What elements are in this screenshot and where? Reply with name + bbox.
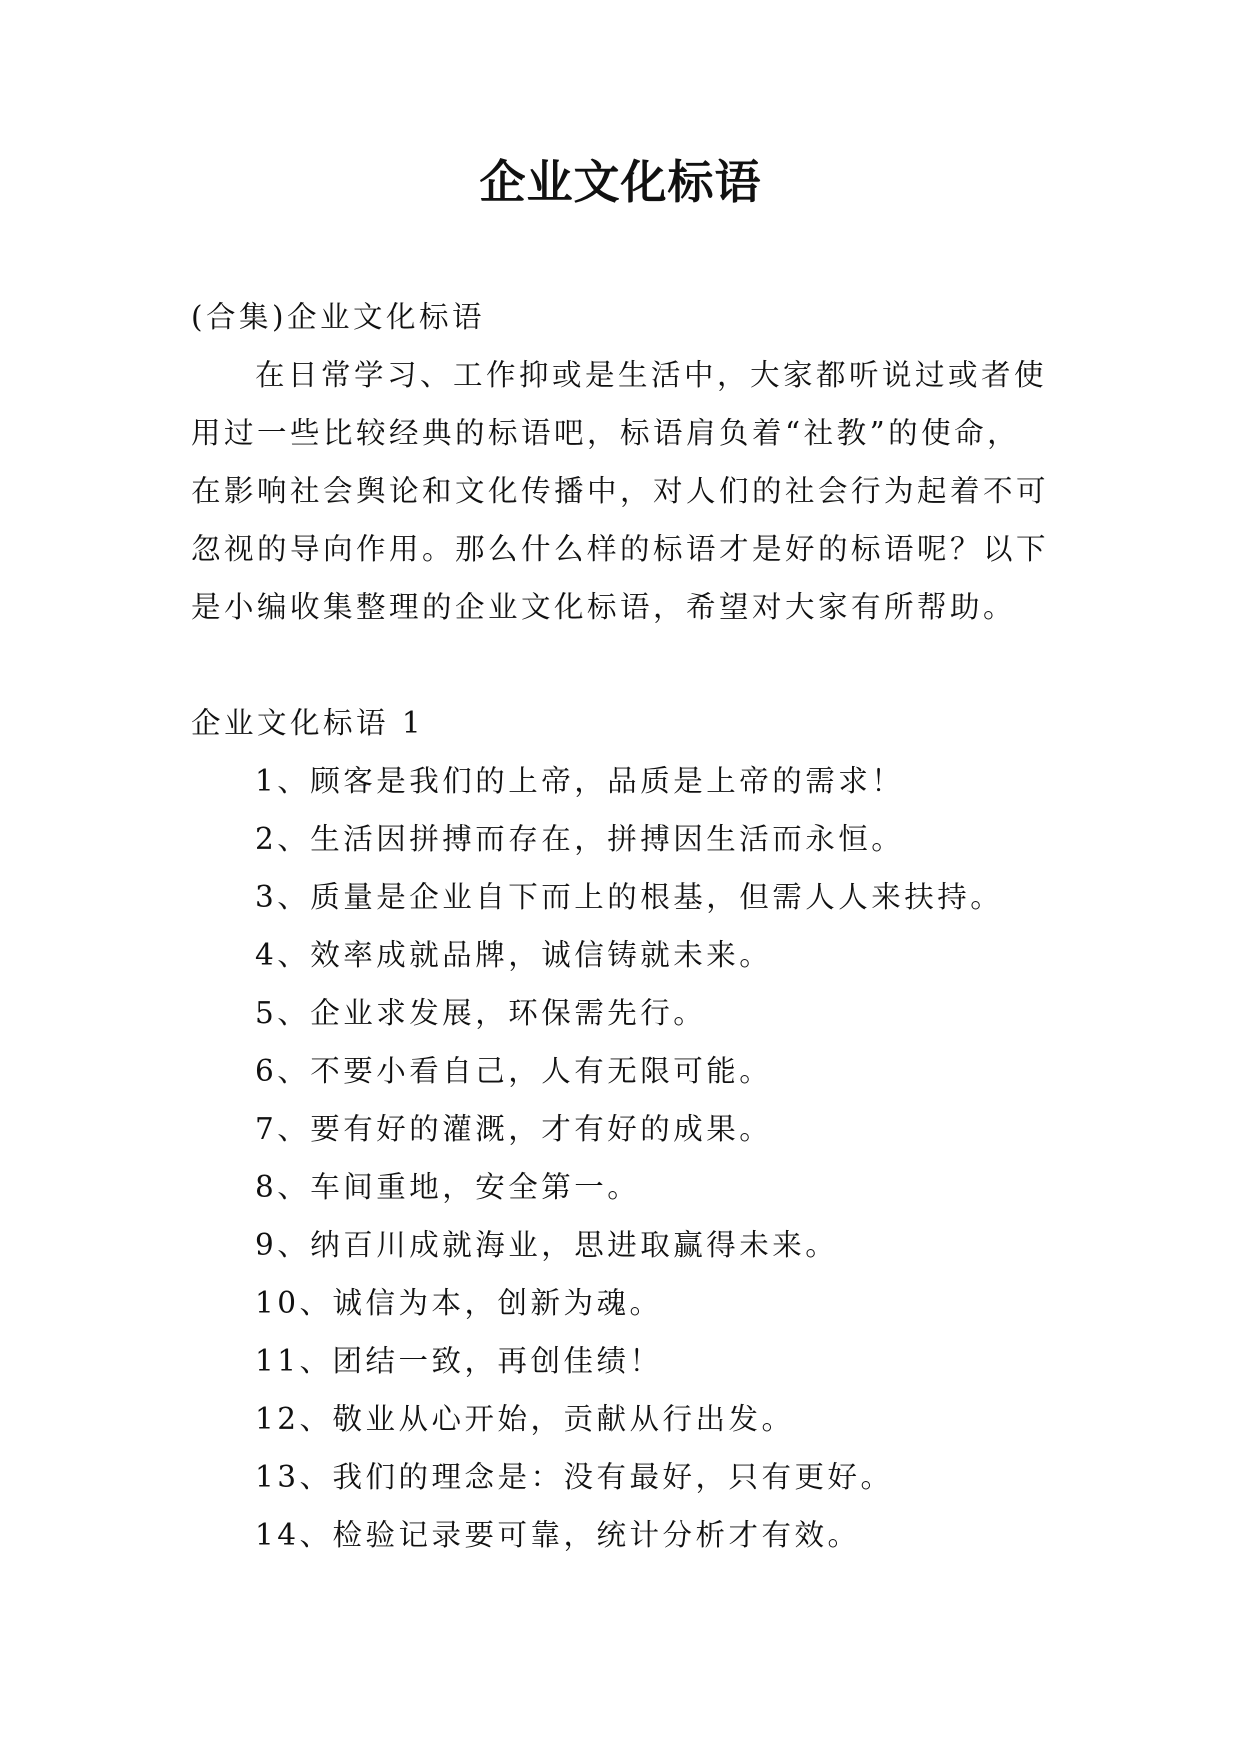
- document-body: [191, 288, 1071, 1564]
- document-title: 企业文化标语: [479, 155, 762, 209]
- slogan-item: 5、企业求发展，环保需先行。: [255, 996, 707, 1030]
- section-heading: 企业文化标语 1: [191, 706, 425, 740]
- intro-paragraph-line: 是小编收集整理的企业文化标语，希望对大家有所帮助。: [191, 590, 1017, 624]
- slogan-item: 10、诚信为本，创新为魂。: [255, 1286, 663, 1320]
- slogan-item: 11、团结一致，再创佳绩！: [255, 1344, 663, 1378]
- slogan-item: 12、敬业从心开始，贡献从行出发。: [255, 1402, 795, 1436]
- slogan-item: 7、要有好的灌溉，才有好的成果。: [255, 1112, 773, 1146]
- intro-paragraph-line: 在影响社会舆论和文化传播中，对人们的社会行为起着不可: [191, 474, 1050, 508]
- slogan-item: 6、不要小看自己，人有无限可能。: [255, 1054, 773, 1088]
- slogan-item: 1、顾客是我们的上帝，品质是上帝的需求！: [255, 764, 905, 798]
- slogan-item: 9、纳百川成就海业，思进取赢得未来。: [255, 1228, 839, 1262]
- slogan-item: 13、我们的理念是：没有最好，只有更好。: [255, 1460, 894, 1494]
- intro-paragraph-line: 忽视的导向作用。那么什么样的标语才是好的标语呢？以下: [191, 532, 1050, 566]
- slogan-item: 14、检验记录要可靠，统计分析才有效。: [255, 1518, 861, 1552]
- slogan-item: 8、车间重地，安全第一。: [255, 1170, 641, 1204]
- slogan-item: 4、效率成就品牌，诚信铸就未来。: [255, 938, 773, 972]
- intro-paragraph-line: 在日常学习、工作抑或是生活中，大家都听说过或者使: [255, 358, 1048, 392]
- intro-heading: (合集)企业文化标语: [191, 300, 486, 334]
- paragraph-spacer: [191, 636, 1071, 694]
- intro-paragraph-line: 用过一些比较经典的标语吧，标语肩负着“社教”的使命，: [191, 416, 1021, 450]
- slogan-item: 2、生活因拼搏而存在，拼搏因生活而永恒。: [255, 822, 905, 856]
- slogan-item: 3、质量是企业自下而上的根基，但需人人来扶持。: [255, 880, 1004, 914]
